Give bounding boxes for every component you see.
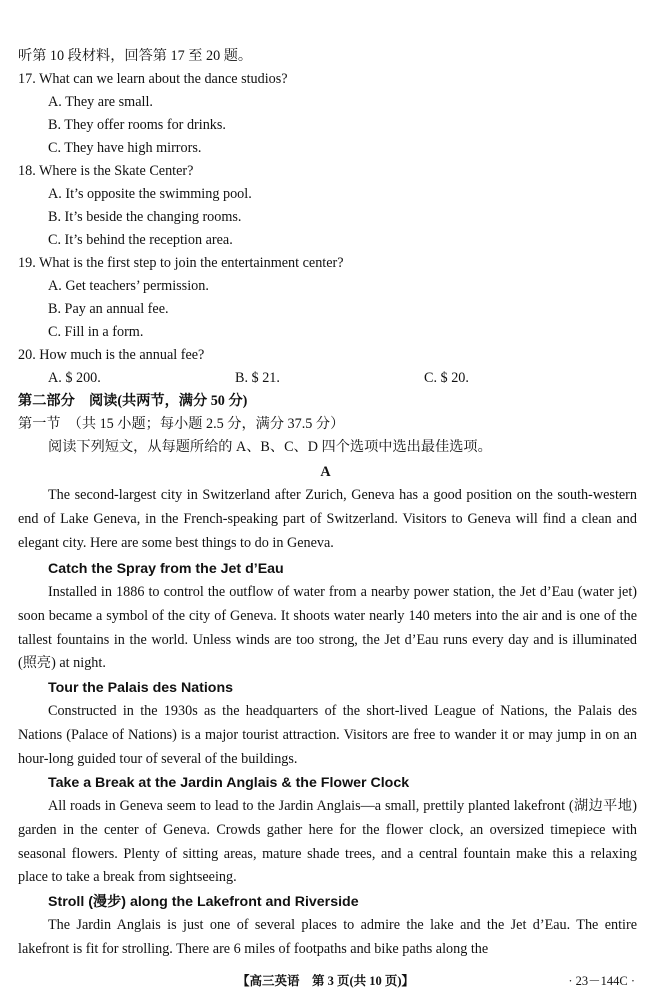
part2-title: 第二部分 阅读(共两节，满分 50 分) bbox=[18, 393, 248, 409]
q20-option-b: B. $ 21. bbox=[235, 370, 280, 386]
q17-option-a: A. They are small. bbox=[48, 94, 153, 110]
q20-option-a: A. $ 200. bbox=[48, 370, 101, 386]
q18-option-c: C. It’s behind the reception area. bbox=[48, 232, 233, 248]
exam-code: · 23－144C · bbox=[568, 974, 635, 988]
q19-option-b: B. Pay an annual fee. bbox=[48, 301, 169, 317]
heading-stroll: Stroll (漫步) along the Lakefront and Riverside bbox=[48, 894, 359, 910]
q18-option-b: B. It’s beside the changing rooms. bbox=[48, 209, 242, 225]
q18-option-a: A. It’s opposite the swimming pool. bbox=[48, 186, 252, 202]
passage-label: A bbox=[320, 464, 331, 480]
q19-option-c: C. Fill in a form. bbox=[48, 324, 144, 340]
q17-option-c: C. They have high mirrors. bbox=[48, 140, 202, 156]
listening-instruction: 听第 10 段材料，回答第 17 至 20 题。 bbox=[18, 48, 253, 64]
heading-jardin: Take a Break at the Jardin Anglais & the Flower Clock bbox=[48, 775, 410, 791]
q17-option-b: B. They offer rooms for drinks. bbox=[48, 117, 226, 133]
paragraph-jardin: All roads in Geneva seem to lead to the Jardin Anglais—a small, prettily planted lakefront (湖边平地) garden in the center of Geneva. Crowds gather here for the flower clock, an oversized timepiece with seasonal flowers. Plenty of sitting areas, mature shade trees, and a central fountain make this a relaxing place to take a break from sightseeing. bbox=[18, 798, 637, 886]
question-19: 19. What is the first step to join the entertainment center? bbox=[18, 255, 344, 271]
paragraph-stroll: The Jardin Anglais is just one of several places to admire the lake and the Jet d’Eau. The entire lakefront is fit for strolling. There are 6 miles of footpaths and bike paths along the bbox=[18, 917, 637, 957]
q20-option-c: C. $ 20. bbox=[424, 370, 469, 386]
question-17: 17. What can we learn about the dance studios? bbox=[18, 71, 288, 87]
page-number: 【高三英语 第 3 页(共 10 页)】 bbox=[236, 974, 415, 988]
question-20: 20. How much is the annual fee? bbox=[18, 347, 205, 363]
paragraph-jet-deau: Installed in 1886 to control the outflow of water from a nearby power station, the Jet d’Eau (water jet) soon became a symbol of the city of Geneva. It shoots water nearly 140 meters into the air and is one of the tallest fountains in the world. Unless winds are too strong, the Jet d’Eau runs every day and is illuminated (照亮) at night. bbox=[18, 584, 637, 672]
heading-palais: Tour the Palais des Nations bbox=[48, 680, 234, 696]
q19-option-a: A. Get teachers’ permission. bbox=[48, 278, 209, 294]
section-1-heading: 第一节 （共 15 小题；每小题 2.5 分，满分 37.5 分） bbox=[18, 416, 345, 432]
heading-jet-deau: Catch the Spray from the Jet d’Eau bbox=[48, 561, 284, 577]
paragraph-palais: Constructed in the 1930s as the headquarters of the short-lived League of Nations, the Palais des Nations (Palace of Nations) is a major tourist attraction. Visitors are free to wander it or may jump in on an hour-long guided tour of several of the buildings. bbox=[18, 703, 637, 767]
passage-intro: The second-largest city in Switzerland after Zurich, Geneva has a good position on the south-western end of Lake Geneva, in the French-speaking part of Switzerland. Visitors to Geneva will find a clean and elegant city. Here are some best things to do in Geneva. bbox=[18, 487, 637, 551]
reading-instruction: 阅读下列短文，从每题所给的 A、B、C、D 四个选项中选出最佳选项。 bbox=[48, 439, 492, 455]
question-18: 18. Where is the Skate Center? bbox=[18, 163, 194, 179]
